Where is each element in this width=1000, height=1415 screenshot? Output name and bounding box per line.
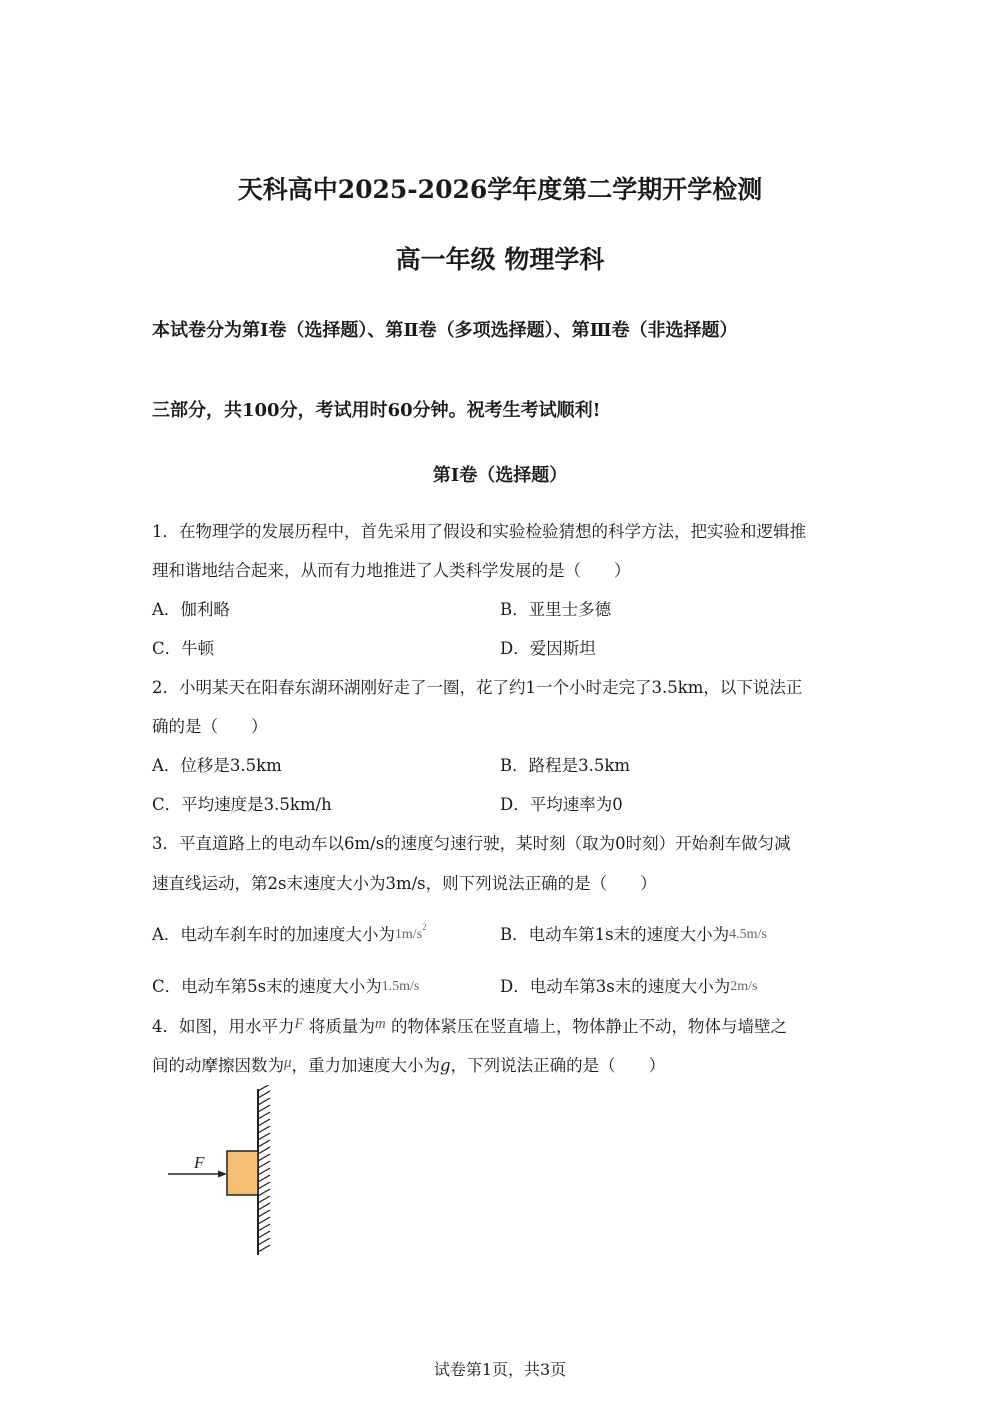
q3-option-a-math: 1m/s: [394, 927, 423, 942]
q2-option-c: C．平均速度是3.5km/h: [152, 795, 332, 814]
hatch-mark: [258, 1231, 270, 1238]
q3-stem-line-1: 3．平直道路上的电动车以6m/s的速度匀速行驶，某时刻（取为0时刻）开始刹车做匀减: [152, 834, 791, 853]
page-footer: 试卷第1页，共3页: [433, 1360, 567, 1379]
force-label: F: [194, 1153, 205, 1172]
q2-stem-line-2: 确的是（ ）: [152, 717, 268, 736]
hatch-mark: [258, 1245, 270, 1252]
q4-text-part: 的物体紧压在竖直墙上，物体静止不动，物体与墙壁之: [391, 1017, 788, 1036]
q3-option-c-text: C．电动车第5s末的速度大小为: [152, 977, 382, 996]
hatch-mark: [258, 1189, 270, 1196]
hatch-mark: [258, 1098, 270, 1105]
hatch-mark: [258, 1091, 270, 1098]
q3-option-d-math: 2m/s: [730, 979, 758, 994]
hatch-mark: [258, 1112, 270, 1119]
q3-option-a-text: A．电动车刹车时的加速度大小为: [152, 925, 395, 944]
q3-option-c: [152, 973, 419, 997]
hatch-mark: [258, 1203, 270, 1210]
q4-var-mass: m: [374, 1016, 386, 1032]
q4-var-force: F: [294, 1016, 304, 1032]
q3-option-b-text: B．电动车第1s末的速度大小为: [500, 925, 730, 944]
q4-var-g: g: [440, 1056, 451, 1075]
exam-subtitle: 高一年级 物理学科: [395, 245, 605, 274]
q4-text-part: ，重力加速度大小为: [291, 1056, 441, 1075]
hatch-mark: [258, 1175, 270, 1182]
wall-hatching: [258, 1085, 270, 1255]
q4-text-part: 4．如图，用水平力: [152, 1017, 295, 1036]
hatch-mark: [258, 1182, 270, 1189]
q3-option-a: [152, 921, 427, 945]
hatch-mark: [258, 1119, 270, 1126]
q3-stem-line-2: 速直线运动，第2s末速度大小为3m/s，则下列说法正确的是（ ）: [152, 874, 657, 893]
q4-figure: [160, 1085, 280, 1265]
q1-stem-line-2: 理和谐地结合起来，从而有力地推进了人类科学发展的是（ ）: [152, 561, 631, 580]
hatch-mark: [258, 1140, 270, 1147]
hatch-mark: [258, 1217, 270, 1224]
q1-stem-line-1: 1．在物理学的发展历程中，首先采用了假设和实验检验猜想的科学方法，把实验和逻辑推: [152, 522, 806, 541]
force-arrowhead: [218, 1171, 227, 1178]
q4-text-part: 间的动摩擦因数为: [152, 1056, 284, 1075]
q3-option-b-math: 4.5m/s: [729, 927, 767, 942]
q1-option-d: D．爱因斯坦: [500, 639, 596, 658]
q1-option-a: A．伽利略: [152, 600, 230, 619]
section-heading: 第Ⅰ卷（选择题）: [432, 465, 568, 486]
hatch-mark: [258, 1154, 270, 1161]
hatch-mark: [258, 1168, 270, 1175]
q2-option-a: A．位移是3.5km: [152, 756, 282, 775]
q4-stem-line-1: [152, 1013, 787, 1037]
hatch-mark: [258, 1133, 270, 1140]
q3-option-d: [500, 973, 757, 997]
q4-text-part: 将质量为: [308, 1017, 375, 1036]
q3-option-c-math: 1.5m/s: [381, 979, 420, 994]
q4-var-mu: μ: [284, 1055, 292, 1071]
intro-line-2: 三部分，共100分，考试用时60分钟。祝考生考试顺利!: [152, 400, 601, 421]
q2-stem-line-1: 2．小明某天在阳春东湖环湖刚好走了一圈，花了约1一个小时走完了3.5km，以下说法正: [152, 678, 803, 697]
q2-option-b: B．路程是3.5km: [500, 756, 631, 775]
q4-text-part: ，下列说法正确的是（ ）: [450, 1056, 666, 1075]
hatch-mark: [258, 1105, 270, 1112]
exam-title: 天科高中2025-2026学年度第二学期开学检测: [237, 175, 763, 204]
block: [227, 1151, 258, 1195]
q2-option-d: D．平均速率为0: [500, 795, 623, 814]
q1-option-b: B．亚里士多德: [500, 600, 612, 619]
hatch-mark: [258, 1147, 270, 1154]
hatch-mark: [258, 1196, 270, 1203]
q3-option-b: [500, 921, 767, 945]
q3-option-a-exponent: 2: [422, 922, 427, 932]
hatch-mark: [258, 1238, 270, 1245]
hatch-mark: [258, 1126, 270, 1133]
q3-option-d-text: D．电动车第3s末的速度大小为: [500, 977, 731, 996]
hatch-mark: [258, 1224, 270, 1231]
hatch-mark: [258, 1085, 270, 1091]
intro-line-1: 本试卷分为第Ⅰ卷（选择题）、第Ⅱ卷（多项选择题）、第Ⅲ卷（非选择题）: [152, 320, 738, 341]
q1-option-c: C．牛顿: [152, 639, 215, 658]
hatch-mark: [258, 1161, 270, 1168]
q4-stem-line-2: [152, 1052, 665, 1076]
hatch-mark: [258, 1210, 270, 1217]
